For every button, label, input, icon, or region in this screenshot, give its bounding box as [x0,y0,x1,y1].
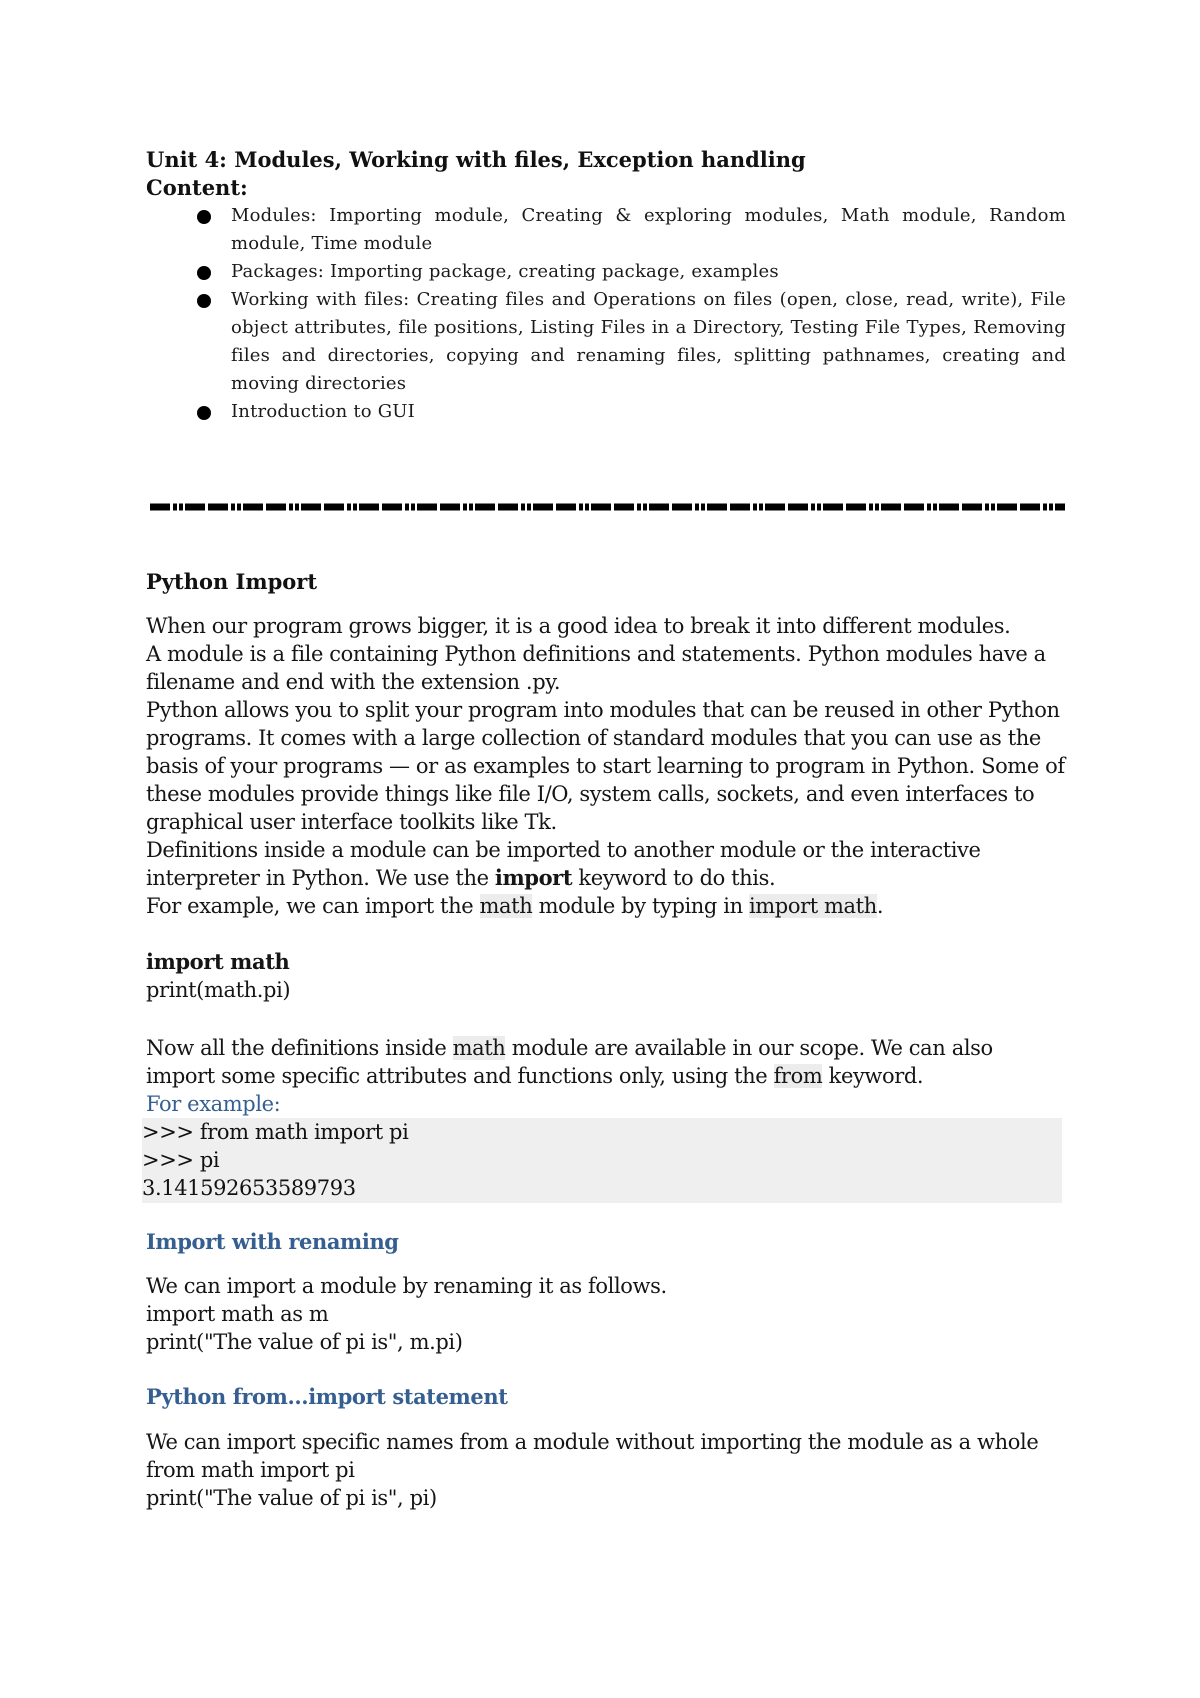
python-import-heading: Python Import [146,569,318,594]
paragraph: We can import specific names from a module without importing the module as a whole [146,1430,1039,1454]
code-line: import math [146,949,290,974]
console-line: >>> from math import pi [142,1120,409,1144]
paragraph: We can import a module by renaming it as follows. [146,1274,667,1298]
code-line: print("The value of pi is", m.pi) [146,1330,463,1354]
scope-paragraph [146,1034,1066,1118]
decorative-divider [150,501,1065,513]
python-import-body [146,612,1066,920]
for-example-label: For example: [146,1092,281,1116]
paragraph: Definitions inside a module can be imported to another module or the interactive interpreter in Python. We use the import keyword to do this. [146,838,981,890]
paragraph: When our program grows bigger, it is a good idea to break it into different modules. [146,614,1011,638]
content-list [146,202,1066,426]
code-line: from math import pi [146,1458,355,1482]
content-label: Content: [146,175,248,200]
inline-code: math [452,1036,506,1060]
paragraph: Now all the definitions inside math module are available in our scope. We can also import some specific attributes and functions only, using the from keyword. [146,1036,993,1088]
inline-code: from [773,1064,823,1088]
renaming-body [146,1272,1066,1356]
from-import-body [146,1428,1066,1512]
code-line: import math as m [146,1302,329,1326]
console-line: >>> pi [142,1148,220,1172]
list-item: Working with files: Creating files and Operations on files (open, close, read, write), File object attributes, file positions, Listing Files in a Directory, Testing File Types, Removing files and directories, copying and renaming files, splitting pathnames, creating and moving directories [146,286,1066,398]
list-item: Introduction to GUI [146,398,1066,426]
paragraph: A module is a file containing Python definitions and statements. Python modules have a filename and end with the extension .py. [146,642,1046,694]
keyword-import: import [494,865,573,890]
unit-title: Unit 4: Modules, Working with files, Exception handling [146,147,806,172]
code-line: print(math.pi) [146,978,291,1002]
code-line: print("The value of pi is", pi) [146,1486,437,1510]
console-line: 3.141592653589793 [142,1176,356,1200]
inline-code: import math [748,894,877,918]
code-example-1 [146,948,1066,1004]
list-item: Packages: Importing package, creating package, examples [146,258,1066,286]
bullet-icon [197,406,211,420]
console-block [142,1118,1062,1203]
paragraph: For example, we can import the math module by typing in import math. [146,894,884,918]
bullet-icon [197,294,211,308]
from-import-heading: Python from...import statement [146,1384,508,1409]
bullet-icon [197,210,211,224]
list-item: Modules: Importing module, Creating & exploring modules, Math module, Random module, Time module [146,202,1066,258]
inline-code: math [479,894,533,918]
renaming-heading: Import with renaming [146,1229,399,1254]
bullet-icon [197,266,211,280]
paragraph: Python allows you to split your program into modules that can be reused in other Python programs. It comes with a large collection of standard modules that you can use as the basis of your programs — or as examples to start learning to program in Python. Some of these modules provide things like file I/O, system calls, sockets, and even interfaces to graphical user interface toolkits like Tk. [146,698,1065,834]
